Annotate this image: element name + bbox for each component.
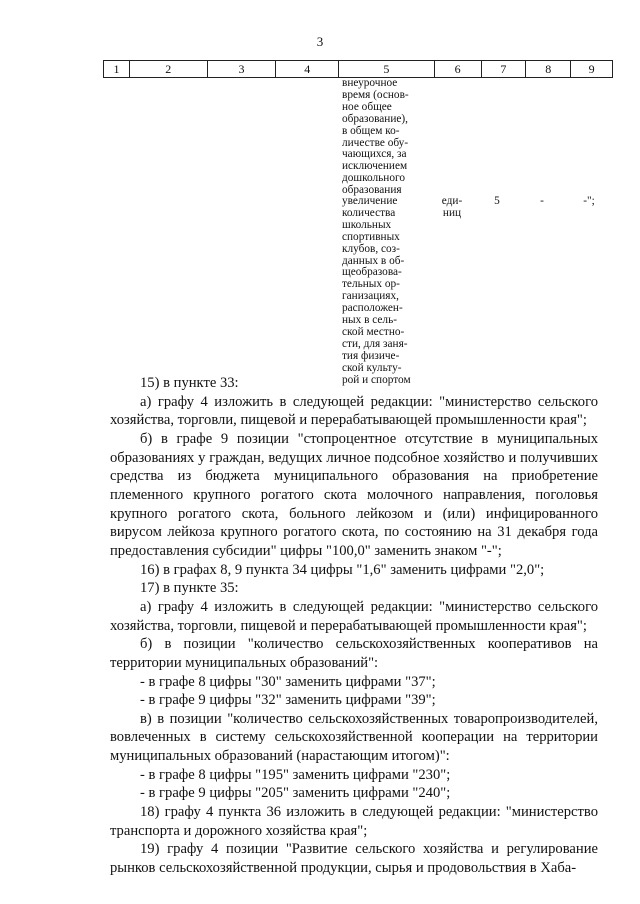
paragraph: в) в позиции "количество сельскохозяйственных товаропроизводителей, вовлеченных в систему сельскохозяйственной кооперации на территории муниципальных образований (нарастающим итогом)": [110, 710, 598, 765]
paragraph: а) графу 4 изложить в следующей редакции: "министерство сельского хозяйства, торговли, пищевой и перерабатывающей промышленности края"; [110, 598, 598, 634]
paragraph: - в графе 9 цифры "205" заменить цифрами "240"; [140, 785, 451, 802]
paragraph: 19) графу 4 позиции "Развитие сельского хозяйства и регулирование рынков сельскохозяйственной продукции, сырья и продовольствия в Хаба- [110, 841, 598, 877]
table-cell-indicator: внеурочное время (основ- ное общее образование), в общем ко- личестве обу- чающихся, за исключением дошкольного образования [342, 77, 409, 197]
column-number: 9 [588, 62, 595, 76]
column-number: 4 [276, 61, 339, 77]
column-number: 3 [208, 61, 277, 77]
paragraph: б) в позиции "количество сельскохозяйственных кооперативов на территории муниципальных образований": [110, 636, 598, 671]
column-number: 8 [526, 61, 571, 77]
paragraph: - в графе 8 цифры "195" заменить цифрами "230"; [140, 766, 451, 783]
paragraph: 15) в пункте 33: [140, 375, 239, 391]
column-number: 7 [482, 61, 527, 77]
table-cell-value: 5 [494, 195, 500, 207]
column-number: 6 [435, 61, 482, 77]
document-body [110, 374, 598, 878]
paragraph: - в графе 8 цифры "30" заменить цифрами "37"; [140, 673, 436, 690]
paragraph: б) в графе 9 позиции "стопроцентное отсутствие в муниципальных образованиях у граждан, ведущих личное подсобное хозяйство и получивших средства из бюджета муниципального образования на приобретение племенного крупного рогатого скота молочного направления, поголовья крупного рогатого скота, больного лейкозом и (или) инфицированного вирусом лейкоза крупного рогатого скота, по состоянию на 31 декабря года предоставления субсидии" цифры "100,0" заменить знаком "-"; [110, 430, 598, 559]
page-number: 3 [316, 34, 324, 49]
paragraph: - в графе 9 цифры "32" заменить цифрами "39"; [140, 692, 436, 709]
table-cell-indicator: увеличение количества школьных спортивных клубов, соз- данных в об- щеобразова- тельных ор- ганизациях, расположен- ных в сель- ской местно- сти, для заня- тия физиче- ской культу- рой и спортом [342, 195, 411, 386]
table-column-numbers [103, 60, 613, 78]
column-number: 5 [339, 61, 435, 77]
table-cell-value: - [540, 195, 544, 207]
paragraph: а) графу 4 изложить в следующей редакции: "министерство сельского хозяйства, торговли, пищевой и перерабатывающей промышленности края"; [110, 393, 598, 429]
column-number: 1 [104, 61, 130, 77]
column-number: 2 [130, 61, 208, 77]
table-cell-value: -"; [583, 195, 595, 207]
paragraph: 17) в пункте 35: [140, 580, 239, 597]
paragraph: 16) в графах 8, 9 пункта 34 цифры "1,6" заменить цифрами "2,0"; [140, 561, 545, 578]
paragraph: 18) графу 4 пункта 36 изложить в следующей редакции: "министерство транспорта и дорожного хозяйства края"; [110, 804, 598, 839]
table-cell-unit: еди- ниц [441, 195, 463, 219]
